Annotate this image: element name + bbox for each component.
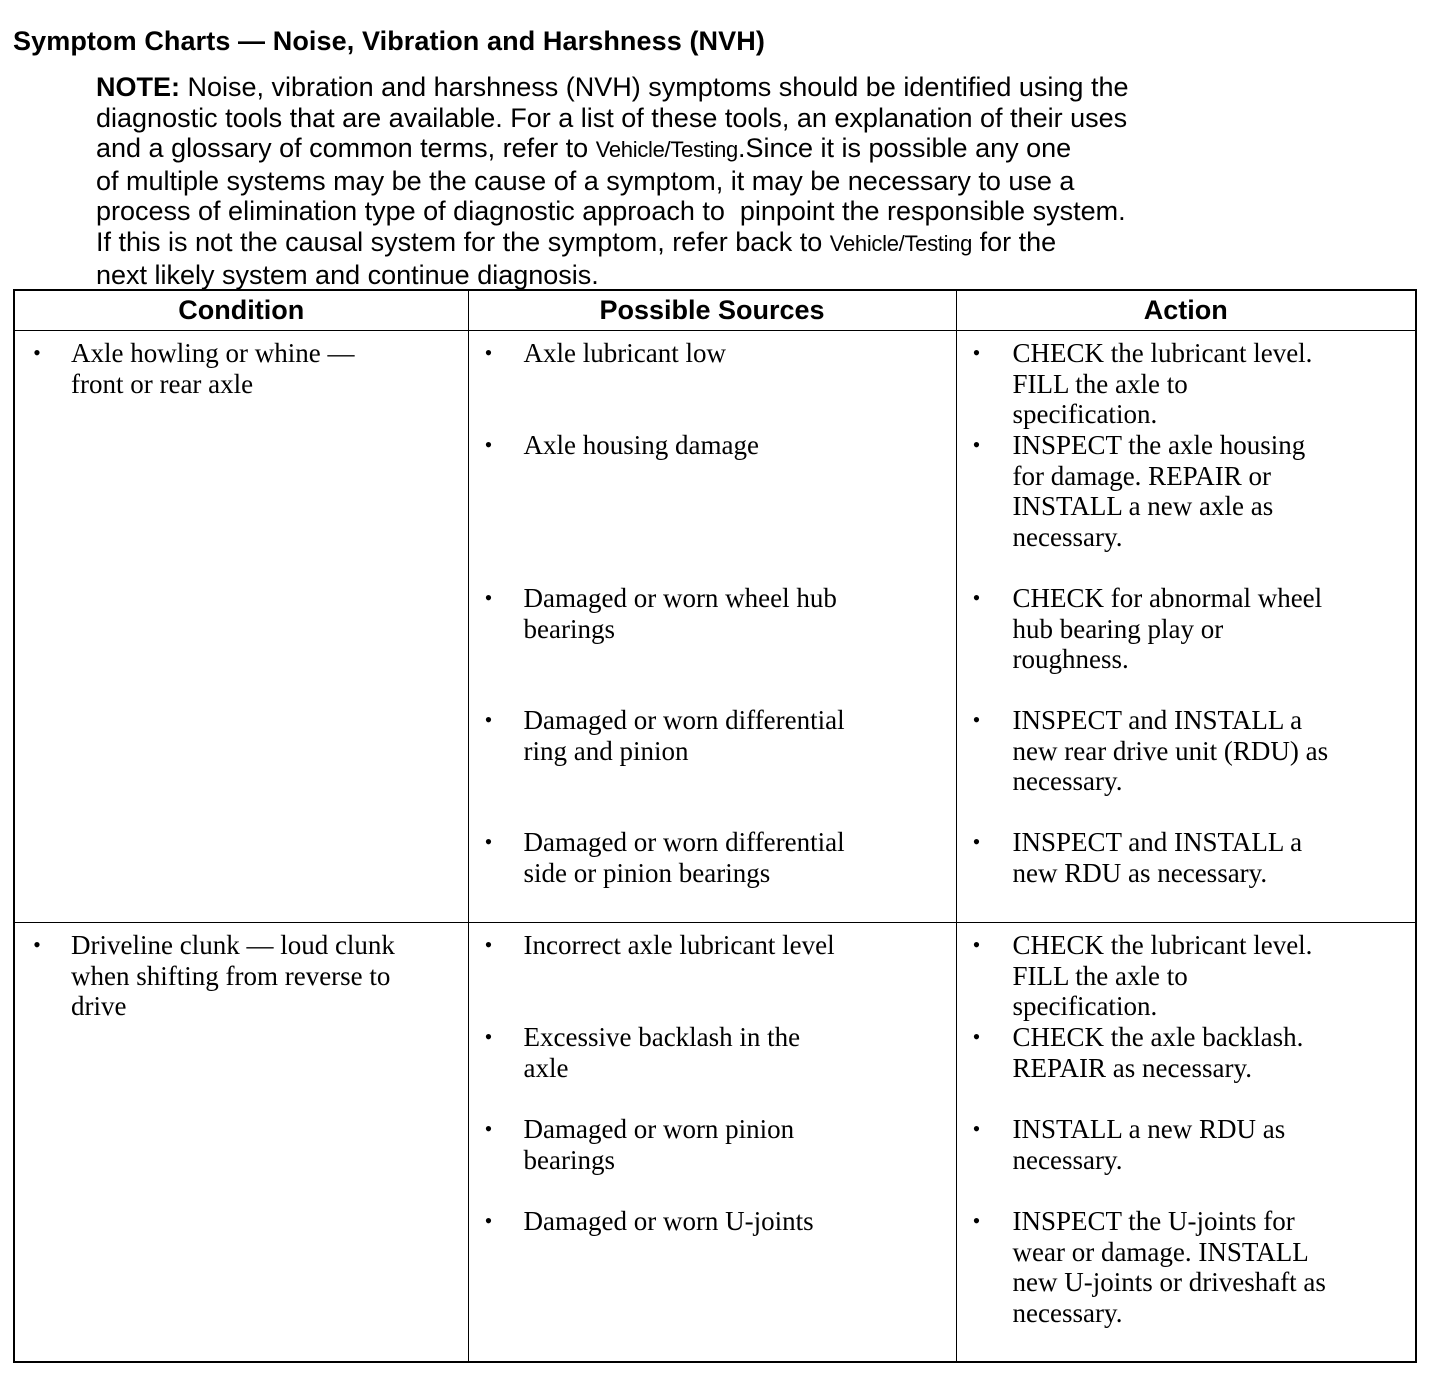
note-line-2: diagnostic tools that are available. For a list of these tools, an explanation of their uses	[96, 102, 1128, 133]
bullet-icon: •	[484, 1024, 493, 1049]
bullet-icon: •	[484, 707, 493, 732]
bullet-icon: •	[972, 829, 981, 854]
action-text: INSPECT the axle housing for damage. REPAIR or INSTALL a new axle as necessary.	[1012, 430, 1306, 552]
table-header-row	[14, 290, 1416, 331]
action-text: INSTALL a new RDU as necessary.	[1012, 1114, 1286, 1175]
bullet-icon: •	[972, 1116, 981, 1141]
note-label: NOTE:	[96, 72, 180, 102]
vehicle-testing-reference[interactable]: Vehicle/Testing	[595, 137, 738, 163]
note-line-4: of multiple systems may be the cause of a symptom, it may be necessary to use a	[96, 165, 1075, 196]
note-line-5: process of elimination type of diagnostic approach to pinpoint the responsible system.	[96, 196, 1126, 227]
column-header-possible-sources: Possible Sources	[468, 290, 956, 331]
bullet-icon: •	[972, 432, 981, 457]
bullet-icon: •	[972, 707, 981, 732]
source-text: Incorrect axle lubricant level	[523, 930, 835, 960]
bullet-icon: •	[484, 1208, 493, 1233]
source-text: Damaged or worn differential ring and pinion	[523, 705, 845, 766]
note-line-7: next likely system and continue diagnosis.	[96, 259, 599, 290]
table-row	[14, 923, 1416, 1363]
bullet-icon: •	[484, 1116, 493, 1141]
note-paragraph	[96, 72, 1376, 290]
source-text: Damaged or worn wheel hub bearings	[523, 583, 837, 644]
bullet-icon: •	[972, 585, 981, 610]
bullet-icon: •	[484, 432, 493, 457]
action-text: INSPECT the U-joints for wear or damage. INSTALL new U-joints or driveshaft as necessary.	[1012, 1206, 1326, 1328]
bullet-icon: •	[33, 340, 41, 365]
action-cell	[956, 923, 1416, 1363]
note-line-6: If this is not the causal system for the symptom, refer back to Vehicle/Testing for the	[96, 226, 1057, 257]
action-text: CHECK for abnormal wheel hub bearing play or roughness.	[1012, 583, 1323, 675]
source-text: Excessive backlash in the axle	[523, 1022, 801, 1083]
column-header-condition: Condition	[14, 290, 468, 331]
source-text: Damaged or worn pinion bearings	[523, 1114, 795, 1175]
bullet-icon: •	[972, 1024, 981, 1049]
bullet-icon: •	[484, 585, 493, 610]
bullet-icon: •	[972, 932, 981, 957]
condition-cell	[14, 331, 468, 923]
note-line-1: NOTE: Noise, vibration and harshness (NVH) symptoms should be identified using the	[96, 72, 1129, 102]
bullet-icon: •	[484, 932, 493, 957]
action-text: CHECK the lubricant level. FILL the axle to specification.	[1012, 338, 1313, 430]
note-line-3: and a glossary of common terms, refer to Vehicle/Testing.Since it is possible any one	[96, 133, 1072, 164]
page-title: Symptom Charts — Noise, Vibration and Harshness (NVH)	[13, 26, 765, 56]
possible-sources-cell	[468, 331, 956, 923]
source-text: Damaged or worn U-joints	[523, 1206, 814, 1236]
column-header-action: Action	[956, 290, 1416, 331]
source-text: Axle lubricant low	[523, 338, 726, 368]
symptom-chart-table	[13, 289, 1417, 1363]
possible-sources-cell	[468, 923, 956, 1363]
bullet-icon: •	[484, 829, 493, 854]
bullet-icon: •	[972, 1208, 981, 1233]
bullet-icon: •	[484, 340, 493, 365]
source-text: Axle housing damage	[523, 430, 759, 460]
condition-text: Driveline clunk — loud clunk when shifting from reverse to drive	[71, 930, 395, 1022]
action-text: INSPECT and INSTALL a new RDU as necessary.	[1012, 827, 1303, 888]
action-text: CHECK the lubricant level. FILL the axle to specification.	[1012, 930, 1313, 1022]
condition-text: Axle howling or whine — front or rear axle	[71, 338, 355, 399]
bullet-icon: •	[33, 932, 41, 957]
action-cell	[956, 331, 1416, 923]
action-text: INSPECT and INSTALL a new rear drive unit (RDU) as necessary.	[1012, 705, 1329, 797]
table-row	[14, 331, 1416, 923]
vehicle-testing-reference[interactable]: Vehicle/Testing	[829, 230, 973, 256]
action-text: CHECK the axle backlash. REPAIR as necessary.	[1012, 1022, 1304, 1083]
source-text: Damaged or worn differential side or pinion bearings	[523, 827, 845, 888]
bullet-icon: •	[972, 340, 981, 365]
condition-cell	[14, 923, 468, 1363]
